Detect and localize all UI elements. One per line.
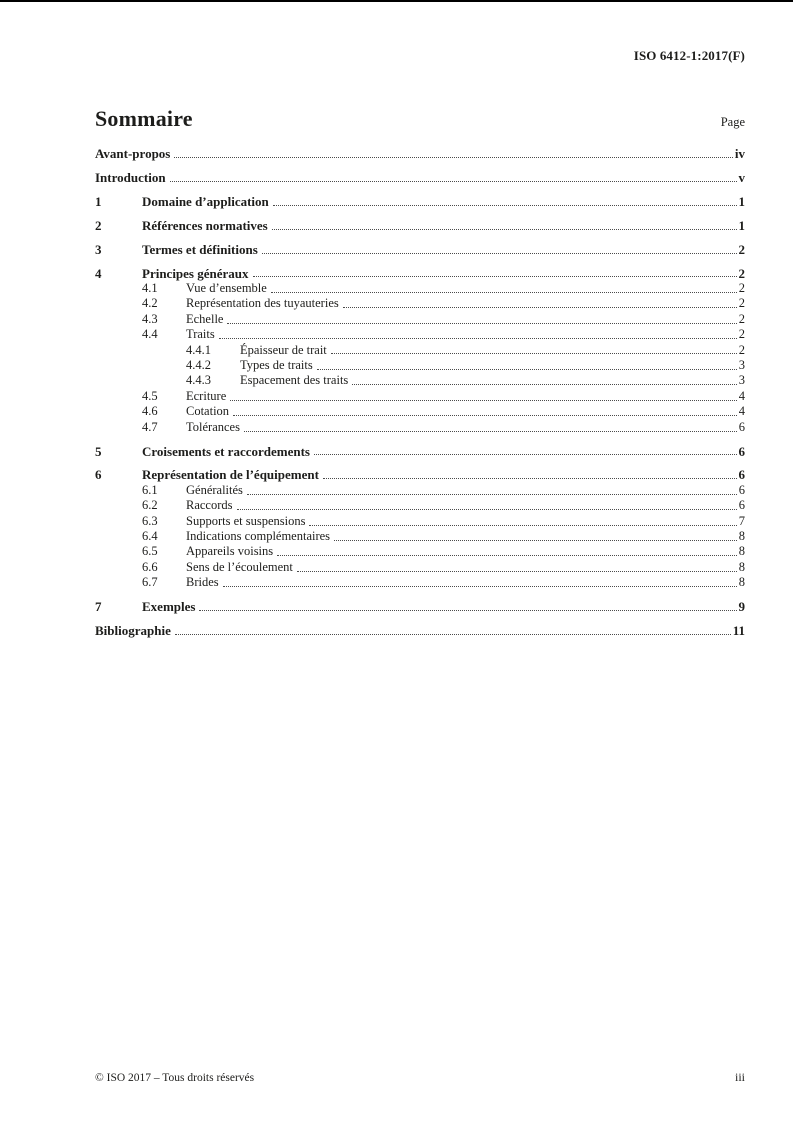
toc-entry-page: 1	[738, 193, 745, 209]
toc-entry-number: 2	[95, 217, 102, 233]
toc-entry-page: 8	[738, 529, 745, 544]
toc-entry-number: 4.4.3	[186, 373, 211, 388]
toc-leader-dots	[271, 292, 737, 293]
toc-entry-label: Épaisseur de trait	[240, 342, 327, 357]
toc-entry	[95, 312, 745, 327]
toc-entry	[95, 281, 745, 296]
toc-entry	[95, 327, 745, 342]
toc-entry-page: 2	[738, 296, 745, 311]
toc-entry-page: v	[738, 169, 745, 185]
toc-entry-number: 6	[95, 467, 102, 483]
toc-entry-number: 4.7	[142, 419, 158, 434]
toc-entry-label: Bibliographie	[95, 623, 171, 639]
toc-entry-page: 4	[738, 404, 745, 419]
toc-entry-label: Sens de l’écoulement	[186, 559, 293, 574]
toc-entry	[95, 575, 745, 590]
toc-leader-dots	[230, 400, 736, 401]
toc-entry-label: Vue d’ensemble	[186, 280, 267, 295]
toc-entry-number: 4.4.2	[186, 357, 211, 372]
toc-entry-number: 4.4.1	[186, 342, 211, 357]
toc-title-row	[95, 106, 745, 132]
toc-entry-label: Espacement des traits	[240, 373, 349, 388]
toc-entry	[95, 358, 745, 373]
toc-leader-dots	[233, 415, 737, 416]
toc-leader-dots	[314, 454, 737, 455]
toc-entry-number: 4.5	[142, 388, 158, 403]
toc-entry-label: Représentation des tuyauteries	[186, 296, 339, 311]
toc-entry-number: 6.1	[142, 482, 158, 497]
toc-entry	[95, 266, 745, 281]
toc-entry	[95, 514, 745, 529]
toc-entry	[95, 483, 745, 498]
toc-entry-number: 6.5	[142, 544, 158, 559]
toc-entry-label: Appareils voisins	[186, 544, 274, 559]
toc-entry-label: Indications complémentaires	[186, 529, 331, 544]
toc-entry-label: Cotation	[186, 404, 230, 419]
toc-entry	[95, 218, 745, 233]
toc-entry-page: 6	[738, 482, 745, 497]
toc-entry	[95, 467, 745, 482]
toc-entry-page: 2	[738, 327, 745, 342]
toc-entry	[95, 194, 745, 209]
toc-entry-page: 6	[738, 419, 745, 434]
toc-leader-dots	[323, 478, 737, 479]
toc-entry-page: 2	[738, 342, 745, 357]
toc-entry-number: 3	[95, 241, 102, 257]
toc-entry	[95, 343, 745, 358]
toc-title: Sommaire	[95, 106, 193, 131]
toc-entry	[95, 560, 745, 575]
toc-entry-page: 8	[738, 544, 745, 559]
page-column-label: Page	[720, 115, 745, 129]
toc-entry-number: 1	[95, 193, 102, 209]
toc-entry-page: 2	[738, 311, 745, 326]
toc-list	[95, 146, 745, 638]
toc-leader-dots	[317, 369, 737, 370]
toc-entry-page: 6	[738, 498, 745, 513]
toc-entry	[95, 389, 745, 404]
toc-entry-page: iv	[734, 146, 745, 161]
toc-entry-label: Ecriture	[186, 388, 227, 403]
page-footer	[95, 1070, 745, 1085]
toc-entry	[95, 170, 745, 185]
toc-entry-page: 6	[738, 443, 745, 459]
toc-leader-dots	[247, 494, 737, 495]
toc-entry-label: Raccords	[186, 498, 233, 513]
toc-leader-dots	[170, 181, 737, 182]
toc-entry-page: 8	[738, 559, 745, 574]
toc-entry-label: Exemples	[142, 599, 196, 615]
toc-entry-number: 4.4	[142, 327, 158, 342]
toc-entry	[95, 420, 745, 435]
toc-entry-page: 4	[738, 388, 745, 403]
toc-leader-dots	[309, 525, 736, 526]
toc-entry-page: 8	[738, 575, 745, 590]
toc-entry-page: 2	[738, 265, 745, 281]
toc-leader-dots	[343, 307, 737, 308]
toc-entry-label: Supports et suspensions	[186, 513, 306, 528]
toc-entry-label: Domaine d’application	[142, 193, 269, 209]
toc-entry-label: Principes généraux	[142, 265, 249, 281]
toc-entry-number: 6.4	[142, 529, 158, 544]
toc-entry-label: Avant-propos	[95, 146, 171, 161]
toc-leader-dots	[331, 353, 737, 354]
toc-entry-number: 7	[95, 599, 102, 615]
toc-leader-dots	[219, 338, 737, 339]
toc-entry	[95, 623, 745, 638]
document-reference: ISO 6412-1:2017(F)	[633, 48, 745, 63]
toc-leader-dots	[273, 205, 737, 206]
toc-leader-dots	[199, 610, 736, 611]
toc-leader-dots	[277, 555, 737, 556]
toc-entry-label: Tolérances	[186, 419, 240, 434]
toc-leader-dots	[175, 634, 731, 635]
toc-leader-dots	[244, 431, 737, 432]
folio-page-number: iii	[734, 1070, 745, 1084]
toc-entry	[95, 599, 745, 614]
toc-content	[95, 106, 745, 638]
toc-entry-label: Brides	[186, 575, 219, 590]
toc-leader-dots	[272, 229, 737, 230]
toc-leader-dots	[334, 540, 737, 541]
toc-entry	[95, 544, 745, 559]
toc-entry-label: Echelle	[186, 311, 224, 326]
toc-leader-dots	[352, 384, 736, 385]
toc-entry-page: 3	[738, 373, 745, 388]
toc-entry	[95, 404, 745, 419]
toc-entry-number: 4.1	[142, 280, 158, 295]
toc-entry-number: 4.6	[142, 404, 158, 419]
toc-entry	[95, 444, 745, 459]
toc-entry-page: 1	[738, 217, 745, 233]
toc-entry-label: Généralités	[186, 482, 243, 497]
toc-entry-label: Traits	[186, 327, 215, 342]
toc-entry	[95, 242, 745, 257]
toc-entry-page: 2	[738, 280, 745, 295]
toc-entry-label: Types de traits	[240, 357, 313, 372]
toc-entry-label: Références normatives	[142, 217, 268, 233]
toc-entry-label: Croisements et raccordements	[142, 443, 310, 459]
toc-leader-dots	[253, 276, 737, 277]
toc-entry-number: 6.2	[142, 498, 158, 513]
toc-entry-number: 4.3	[142, 311, 158, 326]
toc-entry-page: 6	[738, 467, 745, 483]
toc-leader-dots	[262, 253, 737, 254]
toc-leader-dots	[227, 323, 736, 324]
toc-entry-page: 2	[738, 241, 745, 257]
toc-leader-dots	[174, 157, 733, 158]
toc-entry-page: 7	[738, 513, 745, 528]
toc-entry-number: 6.3	[142, 513, 158, 528]
toc-entry-number: 6.7	[142, 575, 158, 590]
toc-entry-page: 9	[738, 599, 745, 615]
toc-leader-dots	[223, 586, 737, 587]
toc-entry	[95, 296, 745, 311]
toc-entry-label: Introduction	[95, 169, 166, 185]
toc-entry	[95, 146, 745, 161]
toc-entry	[95, 498, 745, 513]
toc-entry	[95, 529, 745, 544]
toc-entry-page: 11	[732, 623, 745, 639]
toc-entry-label: Termes et définitions	[142, 241, 258, 257]
toc-entry	[95, 373, 745, 388]
toc-entry-number: 6.6	[142, 559, 158, 574]
toc-entry-page: 3	[738, 357, 745, 372]
toc-entry-number: 4	[95, 265, 102, 281]
toc-entry-number: 4.2	[142, 296, 158, 311]
toc-leader-dots	[237, 509, 737, 510]
toc-entry-label: Représentation de l’équipement	[142, 467, 319, 483]
copyright-notice: © ISO 2017 – Tous droits réservés	[95, 1072, 255, 1084]
toc-entry-number: 5	[95, 443, 102, 459]
toc-leader-dots	[297, 571, 737, 572]
